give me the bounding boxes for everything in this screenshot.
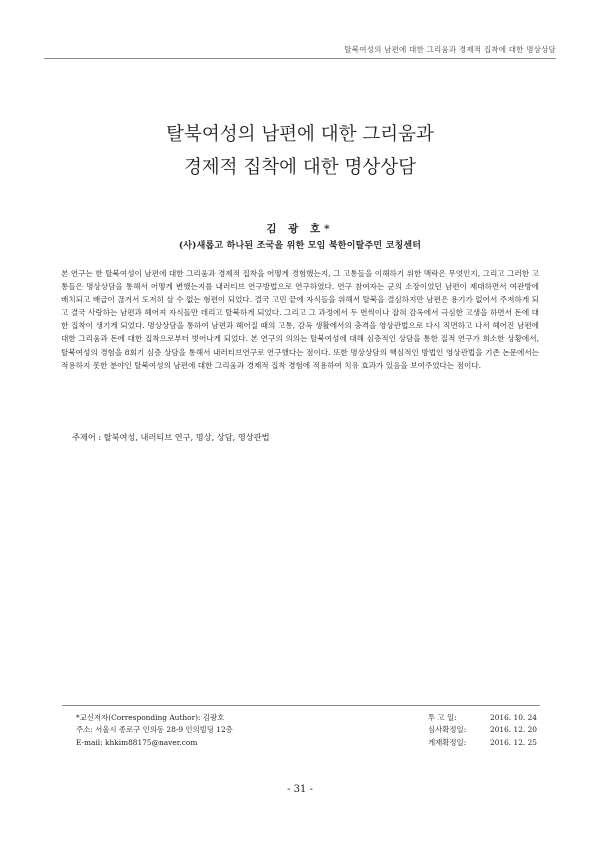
title-line-2: 경제적 집착에 대한 명상상담	[183, 157, 417, 178]
footnote-email: E-mail: khkim88175@naver.com	[76, 737, 198, 747]
page-number: - 31 -	[287, 784, 313, 795]
footnote-rule	[62, 705, 540, 706]
footnote-author: *교신저자(Corresponding Author): 김광호	[76, 713, 225, 722]
date-row	[428, 712, 537, 724]
date-value: 2016. 12. 25	[490, 737, 538, 747]
corresponding-author-footnote	[76, 712, 233, 749]
footnote-address: 주소: 서울시 종로구 인의동 28-9 인의빌딩 12층	[76, 725, 233, 735]
paper-title	[0, 118, 600, 184]
date-row	[428, 724, 537, 736]
author-name: 김 광 호*	[266, 223, 334, 235]
abstract: 본 연구는 한 탈북여성이 남편에 대한 그리움과 경제적 집착을 어떻게 경험했는지, 그 고통들을 이해하기 위한 맥락은 무엇인지, 그리고 그러한 고통들은 명상상담을 통해서 어떻게 변했는지를 내러티브 연구방법으로 연구하였다. 연구 참여자는 군의 소장이었던 남편이 제대하면서 여관방에 배치되고 배급이 끊겨서 도저히 살 수 없는 형편이 되었다. 결국 고민 끝에 자식들을 위해서 탈북을 결심하지만 남편은 용기가 없어서 주저하게 되고 결국 사랑하는 남편과 헤어져 자식들만 데리고 탈북하게 되었다. 그리고 그 과정에서 두 번씩이나 잡혀 감옥에서 극심한 고생을 하면서 돈에 대한 집착이 생기게 되었다. 명상상담을 통하여 남편과 헤어질 때의 고통, 감옥 생활에서의 충격을 영상관법으로 다시 직면하고 나서 헤어진 남편에 대한 그리움과 돈에 대한 집착으로부터 벗어나게 되었다. 본 연구의 의의는 탈북여성에 대해 심층적인 상담을 통한 질적 연구가 희소한 상황에서, 탈북여성의 경험을 8회기 심층 상담을 통해서 내러티브연구로 연구했다는 점이다. 또한 명상상담의 핵심적인 방법인 영상관법을 기존 논문에서는 적용하지 못한 분야인 탈북여성의 남편에 대한 그리움과 경제적 집착 경험에 적용하여 치유 효과가 있음을 보여주었다는 점이다.	[61, 269, 539, 370]
date-value: 2016. 10. 24	[490, 713, 538, 722]
date-label: 심사확정일:	[428, 725, 467, 735]
date-label: 게재확정일:	[428, 737, 467, 747]
date-row	[428, 737, 537, 749]
date-label: 투 고 일:	[428, 713, 457, 722]
author-affiliation: (사)새롭고 하나된 조국을 위한 모임 북한이탈주민 코칭센터	[178, 241, 422, 251]
keywords: 주제어 : 탈북여성, 내러티브 연구, 명상, 상담, 영상관법	[72, 432, 270, 442]
header-rule	[44, 58, 556, 59]
submission-dates	[428, 712, 537, 749]
running-header: 탈북여성의 남편에 대한 그리움과 경제적 집착에 대한 명상상담	[344, 45, 556, 54]
date-value: 2016. 12. 20	[490, 725, 538, 735]
title-line-1: 탈북여성의 남편에 대한 그리움과	[166, 124, 434, 145]
